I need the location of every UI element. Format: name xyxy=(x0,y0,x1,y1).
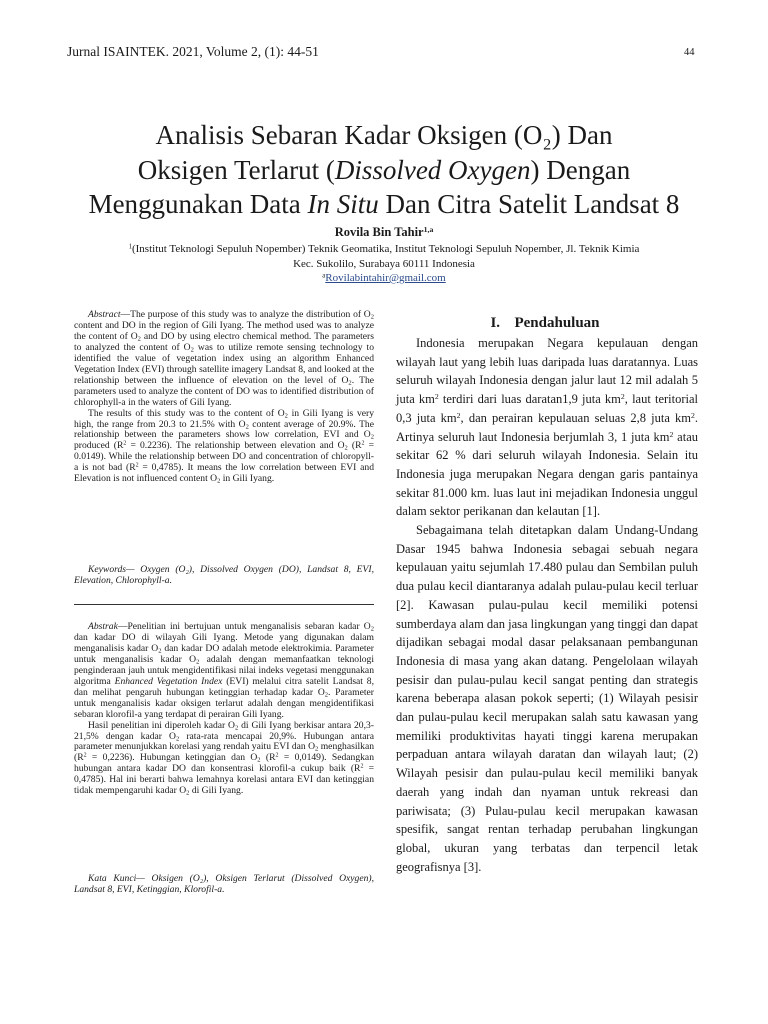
section-title: Pendahuluan xyxy=(514,315,600,331)
section-heading-introduction xyxy=(390,315,700,332)
abstract-en-paragraph-2: The results of this study was to the content of $O_2$ in Gili Iyang is very high, the range from 20.3 to 21.5% with $O_2$ content average of 20.9%. The relationship between the parameters shows low correlation, EVI and $O_2$ produced $(R^2 = 0.2236)$. The relationship between elevation and $O_2$ $(R^2 = 0.0149)$. While the relationship between DO and concentration of chloropyll-a is not bad $(R^2 = 0,4785)$. It means the low correlation between EVI and Elevation is not influenced content $O_2$ in Gili Iyang. xyxy=(74,407,374,485)
author-affiliation: $^1$(Institut Teknologi Sepuluh Nopember) Teknik Geomatika, Institut Teknologi Sepuluh Nopember, Jl. Teknik Kimia Kec. Sukolilo, Surabaya 60111 Indonesia $^a$Rovilabintahir@gmail.com xyxy=(128,243,640,284)
keywords-english: Keywords— Oxygen (O₂), Dissolved Oxygen (DO), Landsat 8, EVI, Elevation, Chlorophyll-a. xyxy=(74,564,374,586)
title-line-3: Menggunakan Data In Situ Dan Citra Satelit Landsat 8 xyxy=(88,189,680,219)
intro-paragraph-1: Indonesia merupakan Negara kepulauan dengan wilayah laut yang lebih luas daripada luas daratannya. Luas seluruh wilayah Indonesia dengan jalur laut 12 mil adalah 5 juta $km^2$ terdiri dari luas daratan1,9 juta $km^2$, laut teritorial 0,3 juta $km^2$, dan perairan kepulauan seluas 2,8 juta $km^2$. Artinya seluruh laut Indonesia berjumlah 3, 1 juta $km^2$ atau sekitar 62 % dari seluruh wilayah Indonesia. Selain itu Indonesia juga merupakan Negara dengan garis pantainya sekitar 81.000 km. luas laut ini mejadikan Indonesia unggul dalam sektor perikanan dan kelautan [1]. xyxy=(396,336,699,519)
abstract-divider xyxy=(74,604,374,605)
title-line-1: Analisis Sebaran Kadar Oksigen (O₂) Dan xyxy=(155,120,613,150)
keywords-indonesian: Kata Kunci— Oksigen (O₂), Oksigen Terlarut (Dissolved Oxygen), Landsat 8, EVI, Ketinggian, Klorofil-a. xyxy=(74,873,374,896)
introduction-body xyxy=(396,334,698,876)
abstrak-paragraph-1: Abstrak—Penelitian ini bertujuan untuk menganalisis sebaran kadar $O_2$ dan kadar DO di wilayah Gili Iyang. Metode yang digunakan dalam menganalisis kadar $O_2$ dan kadar DO adalah metode elektrokimia. Parameter untuk menganalisis kadar $O_2$ adalah dengan memanfaatkan teknologi penginderaan jauh untuk mengidentifikasi nilai indeks vegetasi menggunakan algoritma Enhanced Vegetation Index (EVI) melalui citra satelit Landsat 8, dan melihat pengaruh hubungan ketinggian terhadap kadar $O_2$. Parameter untuk menganalisis kadar oksigen terlarut adalah dengan mengidentifikasi sebaran klorofil-a yang terdapat di perairan Gili Iyang. xyxy=(74,621,375,720)
intro-paragraph-2: Sebagaimana telah ditetapkan dalam Undang-Undang Dasar 1945 bahwa Indonesia sebagai sebuah negara kepulauan yaitu sejumlah 17.480 pulau dan Sembilan puluh dua pulau kecil diantaranya adalah pulau-pulau kecil terluar [2]. Kawasan pulau-pulau kecil memiliki potensi sumberdaya alam dan jasa lingkungan yang tinggi dan dapat dijadikan sebagai modal dasar pelaksanaan pembangunan Indonesia di masa yang akan datang. Pengelolaan wilayah pesisir dan pulau-pulau kecil sangat penting dan strategis karena beberapa alasan pokok seperti; (1) Wilayah pesisir dan pulau-pulau kecil merupakan salah satu kawasan yang memiliki produktivitas hayati tinggi karena merupakan perpaduan antara wilayah daratan dan wilayah laut; (2) Wilayah pesisir dan pulau-pulau kecil memiliki banyak daerah yang indah dan nyaman untuk rekreasi dan pariwisata; (3) Pulau-pulau kecil merupakan kawasan spesifik, sangat rentan terhadap perubahan lingkungan global, ukuran yang terbatas dan terpencil letak geografisnya [3]. xyxy=(396,523,698,874)
paper-title xyxy=(40,118,728,222)
abstract-en-paragraph-1: Abstract—The purpose of this study was to analyze the distribution of $O_2$ content and DO in the region of Gili Iyang. The method used was to analyze the content of $O_2$ and DO by using electro chemical method. The parameters to analyzed the content of $O_2$ was to utilize remote sensing technology to identified the value of vegetation index using an algorithm Enhanced Vegetation Index (EVI) through satellite imagery Landsat 8, and looked at the relationship between the influence of elevation on the level of $O_2$. The parameters used to analyze the content of DO was to identified distribution of chlorophyll-a in the waters of Gili Iyang. xyxy=(74,309,375,408)
author-name: Rovila Bin Tahir$^{1,a}$ xyxy=(334,224,434,239)
abstract-english xyxy=(74,310,374,485)
abstrak-paragraph-2: Hasil penelitian ini diperoleh kadar $O_2$ di Gili Iyang berkisar antara 20,3-21,5% dengan kadar $O_2$ rata-rata mencapai 20,9%. Hubungan antara parameter menunjukkan korelasi yang rendah yaitu EVI dan $O_2$ menghasilkan $(R^2 = 0,2236)$. Hubungan ketinggian dan $O_2$ $(R^2 = 0,0149)$. Sedangkan hubungan antara kadar DO dan konsentrasi klorofil-a cukup baik $(R^2 = 0,4785)$. Hal ini berarti bahwa lemahnya korelasi antara EVI dan ketinggian tidak mempengaruhi kadar $O_2$ di Gili Iyang. xyxy=(74,719,375,797)
page-number: 44 xyxy=(684,47,695,58)
section-number: I. xyxy=(490,315,501,331)
author-email-link[interactable]: Rovilabintahir@gmail.com xyxy=(325,272,446,284)
abstract-indonesian xyxy=(74,622,374,797)
title-line-2: Oksigen Terlarut (Dissolved Oxygen) Dengan xyxy=(137,154,631,185)
running-header: Jurnal ISAINTEK. 2021, Volume 2, (1): 44-51 xyxy=(67,44,319,59)
